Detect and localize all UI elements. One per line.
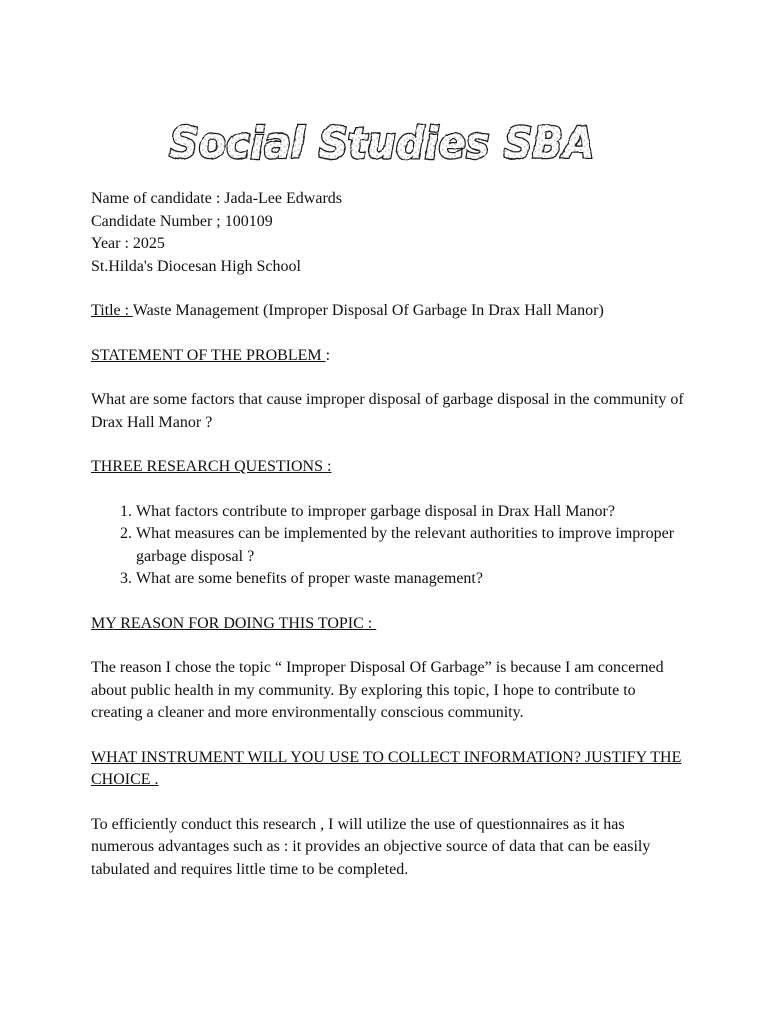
reason-heading: MY REASON FOR DOING THIS TOPIC : — [91, 614, 377, 632]
title-banner — [165, 112, 600, 170]
title-line — [91, 300, 691, 323]
statement-heading-line — [91, 345, 691, 368]
list-item: 1. What factors contribute to improper garbage disposal in Drax Hall Manor? — [136, 501, 691, 524]
document-body — [91, 188, 691, 881]
candidate-school: St.Hilda's Diocesan High School — [91, 257, 301, 275]
candidate-number: Candidate Number ; 100109 — [91, 212, 273, 230]
title-label: Title : — [91, 302, 133, 319]
statement-body: What are some factors that cause improper disposal of garbage disposal in the community of Drax Hall Manor ? — [91, 391, 684, 431]
research-heading: THREE RESEARCH QUESTIONS : — [91, 458, 332, 475]
statement-heading-suffix: : — [325, 346, 331, 364]
list-item: 2. What measures can be implemented by the relevant authorities to improve improper garbage disposal ? — [136, 523, 691, 568]
banner-text: Social Studies SBA — [169, 118, 595, 169]
instrument-heading: WHAT INSTRUMENT WILL YOU USE TO COLLECT INFORMATION? JUSTIFY THE CHOICE . — [91, 748, 682, 788]
instrument-body: To efficiently conduct this research , I will utilize the use of questionnaires as it has numerous advantages such as : it provides an objective source of data that can be easily tabulated and requires little time to be completed. — [91, 815, 651, 878]
list-item: 3. What are some benefits of proper waste management? — [136, 568, 691, 591]
reason-body: The reason I chose the topic “ Improper Disposal Of Garbage” is because I am concerned about public health in my community. By exploring this topic, I hope to contribute to creating a cleaner and more environmentally conscious community. — [91, 659, 664, 721]
statement-heading: STATEMENT OF THE PROBLEM — [91, 346, 326, 364]
candidate-name: Name of candidate : Jada-Lee Edwards — [91, 190, 342, 207]
title-text: Waste Management (Improper Disposal Of Garbage In Drax Hall Manor) — [132, 302, 604, 319]
candidate-year: Year : 2025 — [91, 235, 165, 252]
research-questions-list — [91, 501, 691, 591]
